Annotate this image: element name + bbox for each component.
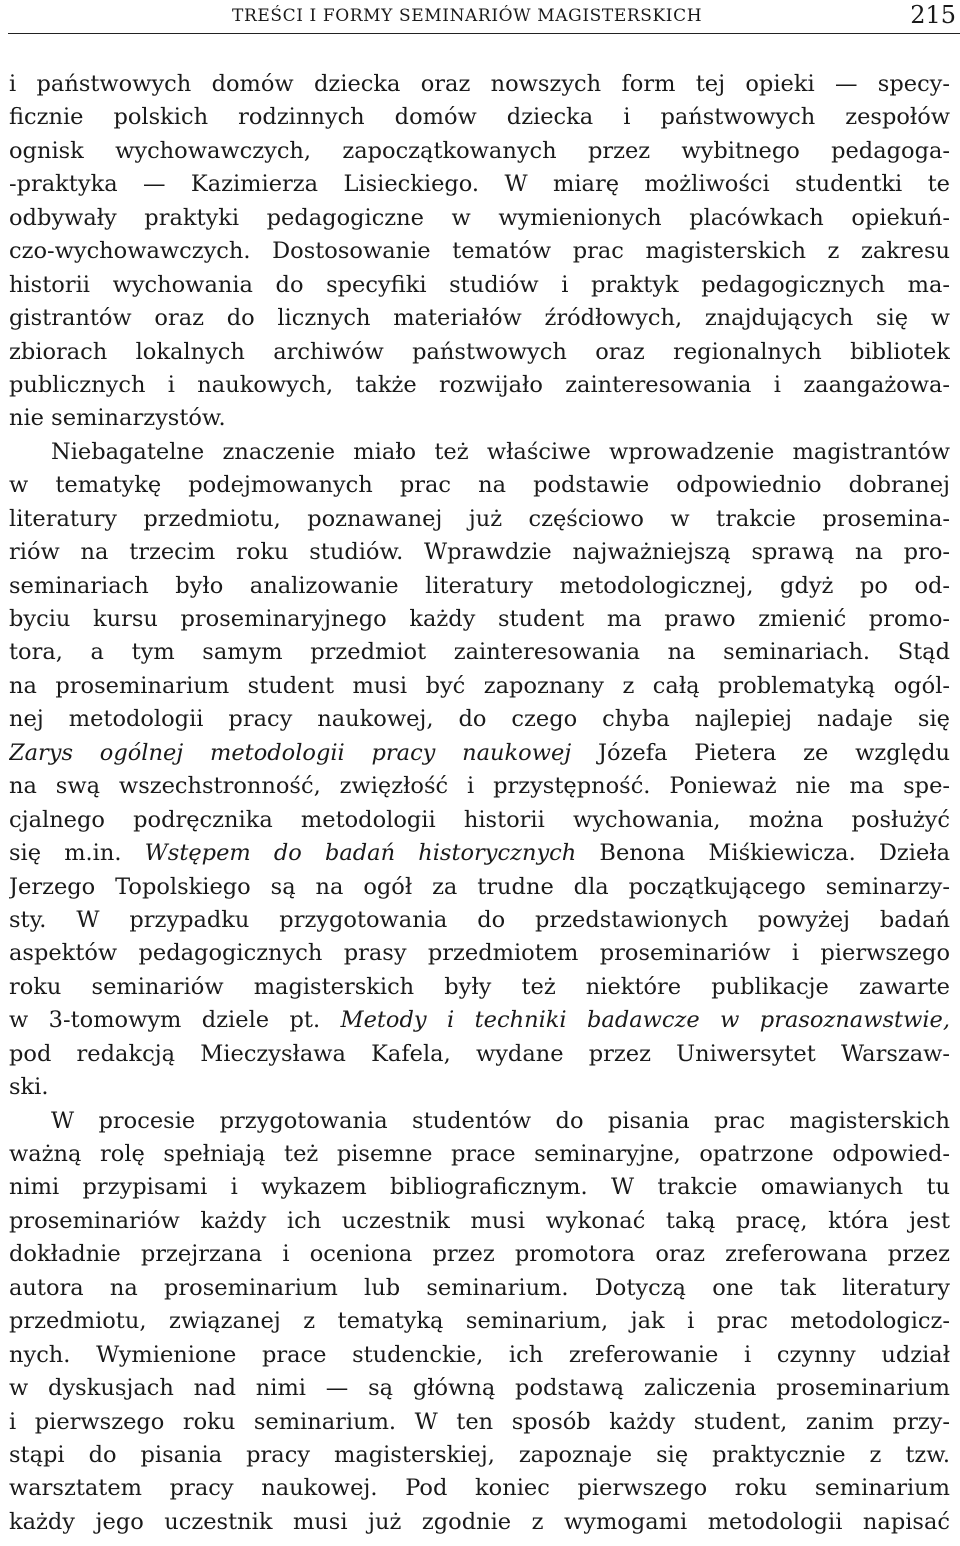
text-line: aspektów pedagogicznych prasy przedmiotem proseminariów i pierwszego [9,940,950,967]
text-line: riów na trzecim roku studiów. Wprawdzie najważniejszą sprawą na pro- [9,539,950,566]
text-line: tora, a tym samym przedmiot zainteresowania na seminariach. Stąd [9,639,950,666]
text-line: zbiorach lokalnych archiwów państwowych oraz regionalnych bibliotek [9,338,950,365]
text-line: byciu kursu proseminaryjnego każdy student ma prawo zmienić promo- [9,606,950,632]
text-line: autora na proseminarium lub seminarium. Dotyczą one tak literatury [9,1274,950,1301]
text-line [9,837,950,870]
page-number: 215 [910,1,956,29]
text-line: nej metodologii pracy naukowej, do czego chyba najlepiej nadaje się [9,706,950,733]
text-line: -praktyka — Kazimierza Lisieckiego. W miarę możliwości studentki te [9,171,950,198]
text-line: seminariach było analizowanie literatury metodologicznej, gdyż po od- [9,572,950,599]
text-line: publicznych i naukowych, także rozwijało zainteresowania i zaangażowa- [9,371,950,398]
text-line: odbywały praktyki pedagogiczne w wymienionych placówkach opiekuń- [9,204,950,231]
text-line: literatury przedmiotu, poznawanej już częściowo w trakcie prosemina- [9,505,950,532]
text-line: Niebagatelne znaczenie miało też właściwe wprowadzenie magistrantów [51,438,950,465]
text-line: pod redakcją Mieczysława Kafela, wydane przez Uniwersytet Warszaw- [9,1040,950,1067]
text-run: Benona Miśkiewicza. Dzieła [599,840,950,867]
text-line: ważną rolę spełniają też pisemne prace seminaryjne, opatrzone odpowied- [9,1141,950,1167]
text-line: stąpi do pisania pracy magisterskiej, zapoznaje się praktycznie z tzw. [9,1441,950,1468]
text-line: Jerzego Topolskiego są na ogół za trudne dla początkującego seminarzy- [9,873,950,900]
text-line [9,1004,950,1037]
text-line: przedmiotu, związanej z tematyką seminarium, jak i prac metodologicz- [9,1308,950,1335]
text-line: historii wychowania do specyfiki studiów i praktyk pedagogicznych ma- [9,271,950,298]
text-line: nie seminarzystów. [9,405,226,432]
text-line: czo-wychowawczych. Dostosowanie tematów prac magisterskich z zakresu [9,238,950,265]
italic-title: Metody i techniki badawcze w prasoznawstwie, [340,1007,950,1034]
text-line: dokładnie przejrzana i oceniona przez promotora oraz zreferowana przez [9,1241,950,1268]
text-line: proseminariów każdy ich uczestnik musi wykonać taką pracę, która jest [9,1207,950,1234]
text-line: na swą wszechstronność, zwięzłość i przystępność. Ponieważ nie ma spe- [9,773,950,800]
text-line: w dyskusjach nad nimi — są główną podstawą zaliczenia proseminarium [9,1375,950,1402]
text-line: nimi przypisami i wykazem bibliograficznym. W trakcie omawianych tu [9,1174,950,1201]
text-line: W procesie przygotowania studentów do pisania prac magisterskich [51,1107,950,1134]
italic-title: Wstępem do badań historycznych [144,840,577,867]
text-line: cjalnego podręcznika metodologii historii wychowania, można posłużyć [9,806,950,833]
text-line: ficznie polskich rodzinnych domów dziecka i państwowych zespołów [9,104,950,131]
text-line: i państwowych domów dziecka oraz nowszych form tej opieki — specy- [9,71,950,97]
text-line: nych. Wymienione prace studenckie, ich zreferowanie i czynny udział [9,1341,950,1368]
text-run: w 3-tomowym dziele pt. [9,1007,341,1034]
running-head-title: TREŚCI I FORMY SEMINARIÓW MAGISTERSKICH [232,6,703,26]
text-line: sty. W przypadku przygotowania do przedstawionych powyżej badań [9,906,950,933]
text-line [9,737,950,770]
text-line: każdy jego uczestnik musi już zgodnie z wymogami metodologii napisać [9,1508,950,1535]
text-run: się m.in. [9,840,145,867]
italic-title: Zarys ogólnej metodologii pracy naukowej [9,739,572,766]
text-line: warsztatem pracy naukowej. Pod koniec pierwszego roku seminarium [9,1475,950,1502]
body-text [9,68,950,1539]
text-line: ognisk wychowawczych, zapoczątkowanych przez wybitnego pedagoga- [9,137,950,164]
text-run: Józefa Pietera ze względu [598,739,950,766]
text-line: na proseminarium student musi być zapoznany z całą problematyką ogól- [9,672,950,699]
text-line: ski. [9,1074,49,1101]
header-rule [8,33,960,34]
text-line: w tematykę podejmowanych prac na podstawie odpowiednio dobranej [9,472,950,499]
page-header [0,0,960,36]
text-line: i pierwszego roku seminarium. W ten sposób każdy student, zanim przy- [9,1408,950,1435]
text-line: gistrantów oraz do licznych materiałów źródłowych, znajdujących się w [9,305,950,332]
text-line: roku seminariów magisterskich były też niektóre publikacje zawarte [9,973,950,1000]
